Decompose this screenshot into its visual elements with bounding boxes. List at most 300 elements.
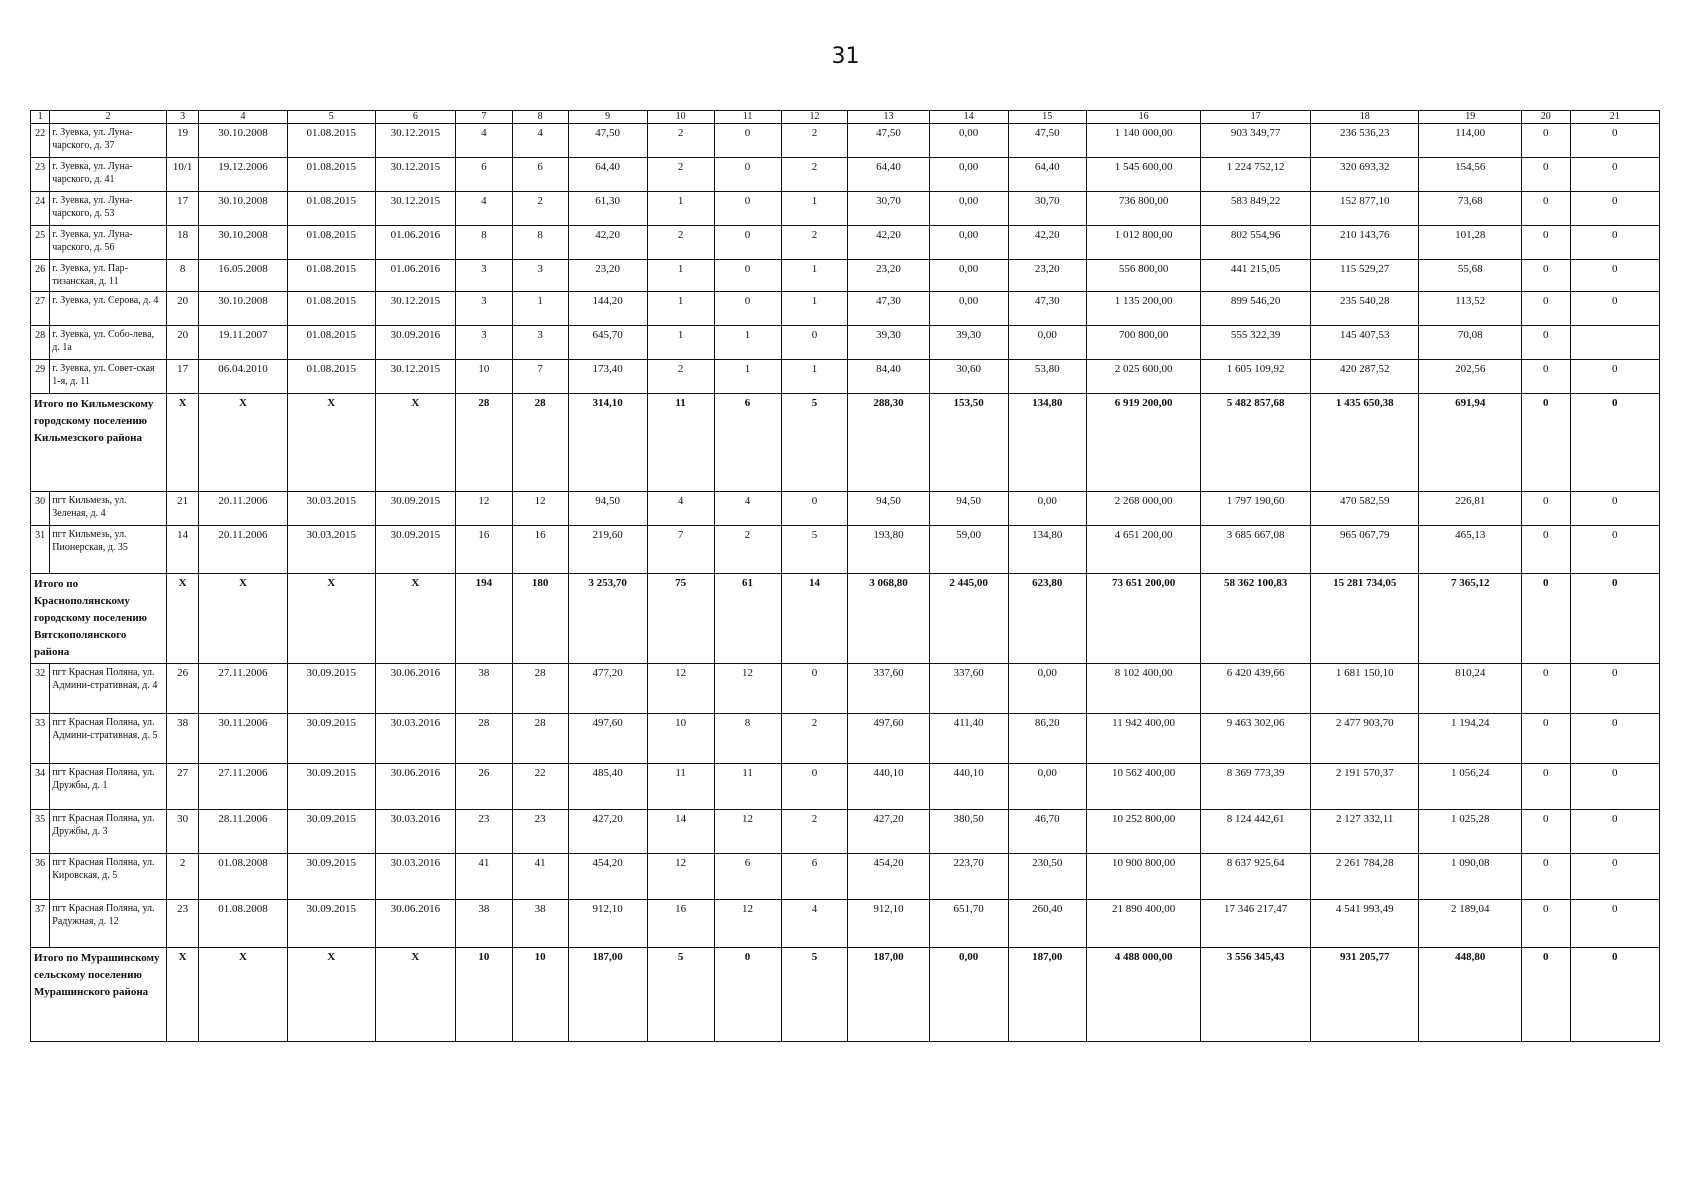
table-cell: 23,20 [848,260,929,292]
total-cell: 5 [781,948,848,1042]
address-cell: г. Зуевка, ул. Совет-ская 1-я, д. 11 [50,360,167,394]
table-cell: 912,10 [848,900,929,948]
table-cell: 2 191 570,37 [1310,764,1419,810]
row-number: 26 [31,260,50,292]
table-cell: 19 [166,124,198,158]
table-cell: 903 349,77 [1201,124,1311,158]
table-cell: 38 [512,900,568,948]
table-cell: 115 529,27 [1310,260,1419,292]
table-cell: 1 [781,260,848,292]
table-cell: 8 637 925,64 [1201,854,1311,900]
table-cell: 4 [455,192,512,226]
table-cell: 8 102 400,00 [1086,664,1201,714]
table-cell: 3 [455,326,512,360]
table-cell: 1 797 190,60 [1201,492,1311,526]
total-cell: 73 651 200,00 [1086,574,1201,664]
total-cell: 0 [1521,574,1570,664]
table-cell: 0 [1570,714,1659,764]
table-cell: 19.11.2007 [199,326,287,360]
table-cell: 440,10 [848,764,929,810]
table-cell: 42,20 [848,226,929,260]
table-cell: 47,50 [1008,124,1086,158]
table-cell: 30.09.2015 [287,664,375,714]
table-cell: 0 [1521,124,1570,158]
column-number: 1 [31,111,50,124]
table-row [31,854,1660,900]
row-number: 24 [31,192,50,226]
total-cell: Х [287,574,375,664]
table-cell: 0 [1521,326,1570,360]
table-cell: 802 554,96 [1201,226,1311,260]
table-cell: 21 890 400,00 [1086,900,1201,948]
table-cell: 01.08.2015 [287,124,375,158]
row-number: 36 [31,854,50,900]
table-cell: 193,80 [848,526,929,574]
total-cell: 0 [1521,394,1570,492]
table-cell: 28 [455,714,512,764]
row-number: 28 [31,326,50,360]
table-cell: 0 [781,326,848,360]
table-cell: 1 [512,292,568,326]
table-cell: 0 [1521,854,1570,900]
table-cell: 2 [781,226,848,260]
register-table [30,110,1660,1042]
address-cell: г. Зуевка, ул. Пар-тизанская, д. 11 [50,260,167,292]
table-cell: 0 [714,260,781,292]
table-cell: 477,20 [568,664,647,714]
table-cell: 26 [455,764,512,810]
table-cell: 0 [1521,526,1570,574]
table-cell: 01.08.2015 [287,326,375,360]
table-cell: 30,70 [848,192,929,226]
table-cell: 7 [647,526,714,574]
table-cell: 10 562 400,00 [1086,764,1201,810]
total-cell: Х [287,394,375,492]
total-cell: 931 205,77 [1310,948,1419,1042]
total-cell: Х [166,394,198,492]
table-cell: 4 [714,492,781,526]
table-row [31,226,1660,260]
row-number: 23 [31,158,50,192]
table-cell: 41 [455,854,512,900]
total-cell: 2 445,00 [929,574,1008,664]
table-cell: 06.04.2010 [199,360,287,394]
table-cell: 380,50 [929,810,1008,854]
address-cell: пгт Красная Поляна, ул. Радужная, д. 12 [50,900,167,948]
table-cell: 202,56 [1419,360,1521,394]
table-cell: 0 [1521,260,1570,292]
table-cell: 23,20 [568,260,647,292]
table-cell: 23,20 [1008,260,1086,292]
table-cell: 1 [714,326,781,360]
total-cell: 691,94 [1419,394,1521,492]
table-cell: 4 651 200,00 [1086,526,1201,574]
total-cell: Х [199,574,287,664]
column-number: 7 [455,111,512,124]
table-cell: 1 224 752,12 [1201,158,1311,192]
column-number: 17 [1201,111,1311,124]
table-cell: 01.08.2015 [287,260,375,292]
table-cell: 2 [781,714,848,764]
table-cell: 22 [512,764,568,810]
table-cell: 86,20 [1008,714,1086,764]
table-cell: 10 252 800,00 [1086,810,1201,854]
total-cell: 11 [647,394,714,492]
total-cell: 180 [512,574,568,664]
table-cell: 0 [1521,192,1570,226]
table-cell: 8 124 442,61 [1201,810,1311,854]
table-row [31,124,1660,158]
total-cell: 187,00 [568,948,647,1042]
total-cell: 5 482 857,68 [1201,394,1311,492]
table-cell: 470 582,59 [1310,492,1419,526]
table-cell: 16.05.2008 [199,260,287,292]
table-cell: 30.03.2016 [375,854,455,900]
table-cell: 30.09.2015 [287,714,375,764]
address-cell: пгт Красная Поляна, ул. Дружбы, д. 3 [50,810,167,854]
table-cell: 30.12.2015 [375,292,455,326]
table-cell: 12 [714,664,781,714]
table-cell: 427,20 [568,810,647,854]
table-cell: 965 067,79 [1310,526,1419,574]
column-number: 8 [512,111,568,124]
table-cell [1570,326,1659,360]
table-cell: 30.03.2015 [287,492,375,526]
total-cell: Х [375,394,455,492]
table-cell: 1 681 150,10 [1310,664,1419,714]
table-cell: 0,00 [929,260,1008,292]
table-cell: 0,00 [929,192,1008,226]
table-row [31,326,1660,360]
table-cell: 736 800,00 [1086,192,1201,226]
table-cell: 17 [166,360,198,394]
table-cell: 427,20 [848,810,929,854]
table-cell: 0,00 [929,158,1008,192]
table-cell: 1 056,24 [1419,764,1521,810]
table-cell: 1 194,24 [1419,714,1521,764]
table-cell: 20.11.2006 [199,526,287,574]
address-cell: пгт Красная Поляна, ул. Дружбы, д. 1 [50,764,167,810]
table-cell: 30.09.2015 [287,900,375,948]
row-number: 30 [31,492,50,526]
total-cell: 187,00 [1008,948,1086,1042]
table-cell: 30.06.2016 [375,664,455,714]
table-cell: 2 127 332,11 [1310,810,1419,854]
table-cell: 30.11.2006 [199,714,287,764]
table-cell: 0 [1521,764,1570,810]
column-number: 5 [287,111,375,124]
table-cell: 42,20 [568,226,647,260]
table-cell: 0 [714,192,781,226]
total-cell: Х [287,948,375,1042]
table-cell: 230,50 [1008,854,1086,900]
table-cell: 210 143,76 [1310,226,1419,260]
table-cell: 2 [781,124,848,158]
table-row [31,158,1660,192]
table-cell: 0 [1570,158,1659,192]
table-cell: 12 [455,492,512,526]
table-cell: 173,40 [568,360,647,394]
column-number: 11 [714,111,781,124]
table-cell: 6 [455,158,512,192]
table-cell: 1 [647,326,714,360]
table-cell: 28 [512,714,568,764]
table-cell: 583 849,22 [1201,192,1311,226]
table-cell: 2 025 600,00 [1086,360,1201,394]
table-cell: 4 [647,492,714,526]
table-cell: 12 [714,810,781,854]
column-number: 12 [781,111,848,124]
table-cell: 01.08.2008 [199,900,287,948]
table-cell: 55,68 [1419,260,1521,292]
table-cell: 0 [714,158,781,192]
address-cell: г. Зуевка, ул. Луна-чарского, д. 56 [50,226,167,260]
table-cell: 18 [166,226,198,260]
table-cell: 555 322,39 [1201,326,1311,360]
table-cell: 236 536,23 [1310,124,1419,158]
total-cell: 14 [781,574,848,664]
table-cell: 4 541 993,49 [1310,900,1419,948]
table-cell: 9 463 302,06 [1201,714,1311,764]
table-cell: 0 [1570,292,1659,326]
table-cell: 0 [1570,492,1659,526]
total-row [31,948,1660,1042]
table-cell: 70,08 [1419,326,1521,360]
column-number: 16 [1086,111,1201,124]
column-number: 6 [375,111,455,124]
table-cell: 0 [1570,226,1659,260]
table-cell: 0 [1570,810,1659,854]
table-cell: 28.11.2006 [199,810,287,854]
table-cell: 0 [781,492,848,526]
table-cell: 0 [714,124,781,158]
address-cell: г. Зуевка, ул. Собо-лева, д. 1а [50,326,167,360]
total-label: Итого по Мурашинскому сельскому поселению Мурашинского района [31,948,167,1042]
table-cell: 0 [714,292,781,326]
table-cell: 21 [166,492,198,526]
table-cell: 226,81 [1419,492,1521,526]
total-cell: 134,80 [1008,394,1086,492]
address-cell: пгт Кильмезь, ул. Пионерская, д. 35 [50,526,167,574]
table-cell: 10 [647,714,714,764]
table-cell: 6 420 439,66 [1201,664,1311,714]
table-cell: 497,60 [568,714,647,764]
table-cell: 7 [512,360,568,394]
table-cell: 6 [781,854,848,900]
table-cell: 810,24 [1419,664,1521,714]
total-cell: 3 556 345,43 [1201,948,1311,1042]
total-cell: 28 [512,394,568,492]
total-cell: Х [166,574,198,664]
column-number: 3 [166,111,198,124]
table-cell: 0 [1521,664,1570,714]
table-cell: 2 [714,526,781,574]
table-cell: 0 [1521,492,1570,526]
table-cell: 28 [512,664,568,714]
table-cell: 0,00 [1008,326,1086,360]
table-cell: 912,10 [568,900,647,948]
total-cell: 448,80 [1419,948,1521,1042]
table-cell: 0,00 [1008,764,1086,810]
table-cell: 12 [714,900,781,948]
table-cell: 12 [647,664,714,714]
address-cell: г. Зуевка, ул. Луна-чарского, д. 53 [50,192,167,226]
total-cell: 3 068,80 [848,574,929,664]
total-cell: 61 [714,574,781,664]
table-cell: 3 [512,260,568,292]
table-cell: 1 545 600,00 [1086,158,1201,192]
table-cell: 0 [1570,854,1659,900]
table-cell: 1 012 800,00 [1086,226,1201,260]
table-cell: 454,20 [848,854,929,900]
table-cell: 134,80 [1008,526,1086,574]
table-cell: 64,40 [568,158,647,192]
table-cell: 113,52 [1419,292,1521,326]
table-cell: 556 800,00 [1086,260,1201,292]
total-cell: 0 [1570,574,1659,664]
table-cell: 16 [512,526,568,574]
table-cell: 1 605 109,92 [1201,360,1311,394]
total-cell: 5 [647,948,714,1042]
total-cell: Х [199,948,287,1042]
table-cell: 30.06.2016 [375,900,455,948]
table-cell: 2 [781,158,848,192]
table-cell: 20.11.2006 [199,492,287,526]
column-number: 15 [1008,111,1086,124]
table-cell: 700 800,00 [1086,326,1201,360]
table-cell: 30.10.2008 [199,226,287,260]
table-cell: 0 [1570,192,1659,226]
table-cell: 30.09.2015 [375,526,455,574]
table-cell: 61,30 [568,192,647,226]
total-cell: Х [375,574,455,664]
table-row [31,900,1660,948]
table-cell: 30,60 [929,360,1008,394]
total-cell: 15 281 734,05 [1310,574,1419,664]
table-cell: 0 [1521,226,1570,260]
table-cell: 30,70 [1008,192,1086,226]
total-cell: 10 [455,948,512,1042]
table-cell: 8 [166,260,198,292]
table-cell: 2 [647,226,714,260]
table-cell: 30.10.2008 [199,124,287,158]
table-cell: 0 [781,664,848,714]
table-cell: 0 [1570,664,1659,714]
total-cell: 0 [1521,948,1570,1042]
table-cell: 47,30 [1008,292,1086,326]
total-cell: 0 [714,948,781,1042]
table-cell: 47,30 [848,292,929,326]
register-table-body [31,111,1660,1042]
table-cell: 01.08.2008 [199,854,287,900]
table-row [31,492,1660,526]
total-cell: 10 [512,948,568,1042]
table-cell: 0 [1570,260,1659,292]
table-cell: 39,30 [848,326,929,360]
table-cell: 219,60 [568,526,647,574]
table-cell: 47,50 [848,124,929,158]
table-cell: 0,00 [929,226,1008,260]
row-number: 29 [31,360,50,394]
table-row [31,664,1660,714]
table-cell: 152 877,10 [1310,192,1419,226]
table-cell: 01.08.2015 [287,158,375,192]
table-cell: 1 025,28 [1419,810,1521,854]
table-cell: 320 693,32 [1310,158,1419,192]
table-row [31,810,1660,854]
table-cell: 20 [166,292,198,326]
table-cell: 0 [781,764,848,810]
column-number: 19 [1419,111,1521,124]
column-number: 9 [568,111,647,124]
row-number: 35 [31,810,50,854]
table-cell: 2 [781,810,848,854]
table-cell: 8 [714,714,781,764]
table-cell: 2 [647,360,714,394]
table-cell: 0 [1521,810,1570,854]
table-cell: 30.12.2015 [375,192,455,226]
table-cell: 1 [781,292,848,326]
table-cell: 0 [1521,900,1570,948]
table-cell: 1 090,08 [1419,854,1521,900]
address-cell: г. Зуевка, ул. Луна-чарского, д. 37 [50,124,167,158]
table-cell: 0 [1521,292,1570,326]
table-cell: 2 268 000,00 [1086,492,1201,526]
table-cell: 454,20 [568,854,647,900]
row-number: 25 [31,226,50,260]
row-number: 31 [31,526,50,574]
table-cell: 2 [647,158,714,192]
table-cell: 2 [512,192,568,226]
table-cell: 12 [647,854,714,900]
table-cell: 39,30 [929,326,1008,360]
table-cell: 10 [455,360,512,394]
table-cell: 14 [647,810,714,854]
table-cell: 30.06.2016 [375,764,455,810]
table-cell: 1 [781,192,848,226]
total-cell: 153,50 [929,394,1008,492]
table-cell: 11 [714,764,781,810]
table-cell: 645,70 [568,326,647,360]
table-cell: 27.11.2006 [199,764,287,810]
table-cell: 94,50 [568,492,647,526]
table-cell: 4 [455,124,512,158]
address-cell: пгт Красная Поляна, ул. Кировская, д. 5 [50,854,167,900]
total-cell: 4 488 000,00 [1086,948,1201,1042]
total-cell: 3 253,70 [568,574,647,664]
table-cell: 27 [166,764,198,810]
table-row [31,192,1660,226]
table-cell: 411,40 [929,714,1008,764]
total-row [31,574,1660,664]
address-cell: пгт Кильмезь, ул. Зеленая, д. 4 [50,492,167,526]
table-cell: 23 [512,810,568,854]
table-cell: 0,00 [1008,492,1086,526]
total-cell: Х [375,948,455,1042]
table-cell: 53,80 [1008,360,1086,394]
table-cell: 30.03.2016 [375,810,455,854]
table-cell: 73,68 [1419,192,1521,226]
table-cell: 1 135 200,00 [1086,292,1201,326]
table-cell: 41 [512,854,568,900]
table-cell: 01.08.2015 [287,292,375,326]
page-number: 31 [831,44,860,69]
table-cell: 30.03.2015 [287,526,375,574]
total-cell: 288,30 [848,394,929,492]
table-cell: 8 369 773,39 [1201,764,1311,810]
table-cell: 1 [647,192,714,226]
table-cell: 30.09.2015 [375,492,455,526]
